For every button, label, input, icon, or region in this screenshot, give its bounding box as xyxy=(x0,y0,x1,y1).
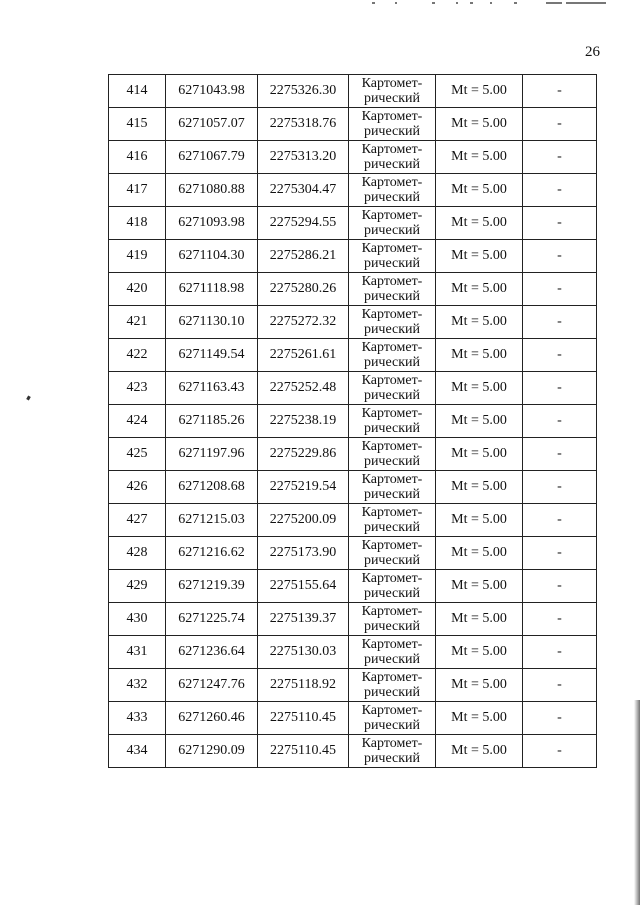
x-coordinate-cell: 6271185.26 xyxy=(166,405,258,438)
method-line-1: Картомет- xyxy=(361,703,423,718)
x-coordinate-cell: 6271208.68 xyxy=(166,471,258,504)
method-line-2: рический xyxy=(363,619,421,634)
y-coordinate-cell: 2275294.55 xyxy=(258,207,349,240)
point-number-cell: 425 xyxy=(109,438,166,471)
note-cell: - xyxy=(523,636,597,669)
y-coordinate-cell: 2275286.21 xyxy=(258,240,349,273)
table-row xyxy=(109,471,597,504)
method-line-1: Картомет- xyxy=(361,571,423,586)
accuracy-cell: Mt = 5.00 xyxy=(436,636,523,669)
y-coordinate-cell: 2275252.48 xyxy=(258,372,349,405)
y-coordinate-cell: 2275219.54 xyxy=(258,471,349,504)
table-row xyxy=(109,438,597,471)
point-number-cell: 429 xyxy=(109,570,166,603)
x-coordinate-cell: 6271080.88 xyxy=(166,174,258,207)
accuracy-cell: Mt = 5.00 xyxy=(436,504,523,537)
note-cell: - xyxy=(523,75,597,108)
point-number-cell: 422 xyxy=(109,339,166,372)
method-line-1: Картомет- xyxy=(361,175,423,190)
x-coordinate-cell: 6271163.43 xyxy=(166,372,258,405)
y-coordinate-cell: 2275118.92 xyxy=(258,669,349,702)
method-line-1: Картомет- xyxy=(361,373,423,388)
method-line-1: Картомет- xyxy=(361,274,423,289)
method-line-2: рический xyxy=(363,322,421,337)
method-cell xyxy=(349,108,436,141)
note-cell: - xyxy=(523,669,597,702)
accuracy-cell: Mt = 5.00 xyxy=(436,240,523,273)
note-cell: - xyxy=(523,603,597,636)
accuracy-cell: Mt = 5.00 xyxy=(436,207,523,240)
accuracy-cell: Mt = 5.00 xyxy=(436,735,523,768)
y-coordinate-cell: 2275110.45 xyxy=(258,702,349,735)
table-row xyxy=(109,570,597,603)
x-coordinate-cell: 6271236.64 xyxy=(166,636,258,669)
x-coordinate-cell: 6271043.98 xyxy=(166,75,258,108)
method-line-1: Картомет- xyxy=(361,241,423,256)
method-line-2: рический xyxy=(363,190,421,205)
table-row xyxy=(109,141,597,174)
method-line-2: рический xyxy=(363,91,421,106)
method-cell xyxy=(349,570,436,603)
y-coordinate-cell: 2275130.03 xyxy=(258,636,349,669)
y-coordinate-cell: 2275110.45 xyxy=(258,735,349,768)
method-cell xyxy=(349,405,436,438)
page-number: 26 xyxy=(585,44,600,60)
table-row xyxy=(109,405,597,438)
table-row xyxy=(109,174,597,207)
method-cell xyxy=(349,702,436,735)
method-cell xyxy=(349,603,436,636)
method-line-2: рический xyxy=(363,256,421,271)
scan-header-noise xyxy=(0,0,640,10)
accuracy-cell: Mt = 5.00 xyxy=(436,372,523,405)
accuracy-cell: Mt = 5.00 xyxy=(436,405,523,438)
method-line-1: Картомет- xyxy=(361,604,423,619)
table-row xyxy=(109,207,597,240)
table-row xyxy=(109,504,597,537)
point-number-cell: 432 xyxy=(109,669,166,702)
x-coordinate-cell: 6271057.07 xyxy=(166,108,258,141)
method-line-2: рический xyxy=(363,751,421,766)
table-row xyxy=(109,702,597,735)
note-cell: - xyxy=(523,306,597,339)
table-row xyxy=(109,636,597,669)
table-row xyxy=(109,339,597,372)
note-cell: - xyxy=(523,735,597,768)
y-coordinate-cell: 2275261.61 xyxy=(258,339,349,372)
x-coordinate-cell: 6271093.98 xyxy=(166,207,258,240)
accuracy-cell: Mt = 5.00 xyxy=(436,141,523,174)
note-cell: - xyxy=(523,141,597,174)
accuracy-cell: Mt = 5.00 xyxy=(436,174,523,207)
method-line-1: Картомет- xyxy=(361,340,423,355)
method-line-2: рический xyxy=(363,289,421,304)
method-line-2: рический xyxy=(363,157,421,172)
method-cell xyxy=(349,504,436,537)
method-line-1: Картомет- xyxy=(361,208,423,223)
y-coordinate-cell: 2275139.37 xyxy=(258,603,349,636)
point-number-cell: 430 xyxy=(109,603,166,636)
method-line-2: рический xyxy=(363,388,421,403)
accuracy-cell: Mt = 5.00 xyxy=(436,339,523,372)
method-line-2: рический xyxy=(363,487,421,502)
y-coordinate-cell: 2275155.64 xyxy=(258,570,349,603)
note-cell: - xyxy=(523,504,597,537)
method-cell xyxy=(349,174,436,207)
x-coordinate-cell: 6271118.98 xyxy=(166,273,258,306)
accuracy-cell: Mt = 5.00 xyxy=(436,273,523,306)
x-coordinate-cell: 6271130.10 xyxy=(166,306,258,339)
method-line-1: Картомет- xyxy=(361,142,423,157)
method-line-2: рический xyxy=(363,718,421,733)
accuracy-cell: Mt = 5.00 xyxy=(436,75,523,108)
method-cell xyxy=(349,471,436,504)
method-line-2: рический xyxy=(363,520,421,535)
method-line-1: Картомет- xyxy=(361,670,423,685)
note-cell: - xyxy=(523,570,597,603)
method-line-1: Картомет- xyxy=(361,307,423,322)
note-cell: - xyxy=(523,339,597,372)
table-row xyxy=(109,273,597,306)
coordinates-table xyxy=(108,74,597,768)
note-cell: - xyxy=(523,537,597,570)
point-number-cell: 419 xyxy=(109,240,166,273)
method-cell xyxy=(349,75,436,108)
method-cell xyxy=(349,273,436,306)
method-line-1: Картомет- xyxy=(361,439,423,454)
method-cell xyxy=(349,141,436,174)
point-number-cell: 420 xyxy=(109,273,166,306)
method-cell xyxy=(349,735,436,768)
accuracy-cell: Mt = 5.00 xyxy=(436,702,523,735)
table-row xyxy=(109,603,597,636)
method-line-1: Картомет- xyxy=(361,736,423,751)
accuracy-cell: Mt = 5.00 xyxy=(436,471,523,504)
point-number-cell: 423 xyxy=(109,372,166,405)
accuracy-cell: Mt = 5.00 xyxy=(436,570,523,603)
x-coordinate-cell: 6271067.79 xyxy=(166,141,258,174)
method-cell xyxy=(349,537,436,570)
method-line-2: рический xyxy=(363,652,421,667)
method-cell xyxy=(349,207,436,240)
table-row xyxy=(109,537,597,570)
coordinates-table-body xyxy=(109,75,597,768)
method-line-1: Картомет- xyxy=(361,505,423,520)
x-coordinate-cell: 6271197.96 xyxy=(166,438,258,471)
note-cell: - xyxy=(523,438,597,471)
y-coordinate-cell: 2275318.76 xyxy=(258,108,349,141)
y-coordinate-cell: 2275326.30 xyxy=(258,75,349,108)
y-coordinate-cell: 2275238.19 xyxy=(258,405,349,438)
table-row xyxy=(109,372,597,405)
point-number-cell: 421 xyxy=(109,306,166,339)
x-coordinate-cell: 6271260.46 xyxy=(166,702,258,735)
method-line-1: Картомет- xyxy=(361,538,423,553)
point-number-cell: 416 xyxy=(109,141,166,174)
point-number-cell: 415 xyxy=(109,108,166,141)
point-number-cell: 427 xyxy=(109,504,166,537)
method-line-2: рический xyxy=(363,223,421,238)
y-coordinate-cell: 2275200.09 xyxy=(258,504,349,537)
note-cell: - xyxy=(523,174,597,207)
method-line-2: рический xyxy=(363,553,421,568)
method-cell xyxy=(349,636,436,669)
note-cell: - xyxy=(523,207,597,240)
point-number-cell: 431 xyxy=(109,636,166,669)
note-cell: - xyxy=(523,273,597,306)
method-cell xyxy=(349,306,436,339)
method-line-1: Картомет- xyxy=(361,472,423,487)
point-number-cell: 434 xyxy=(109,735,166,768)
table-row xyxy=(109,669,597,702)
accuracy-cell: Mt = 5.00 xyxy=(436,438,523,471)
x-coordinate-cell: 6271104.30 xyxy=(166,240,258,273)
method-line-1: Картомет- xyxy=(361,406,423,421)
point-number-cell: 426 xyxy=(109,471,166,504)
point-number-cell: 414 xyxy=(109,75,166,108)
y-coordinate-cell: 2275304.47 xyxy=(258,174,349,207)
y-coordinate-cell: 2275229.86 xyxy=(258,438,349,471)
x-coordinate-cell: 6271247.76 xyxy=(166,669,258,702)
table-row xyxy=(109,306,597,339)
table-row xyxy=(109,75,597,108)
method-line-1: Картомет- xyxy=(361,637,423,652)
method-line-2: рический xyxy=(363,454,421,469)
accuracy-cell: Mt = 5.00 xyxy=(436,537,523,570)
point-number-cell: 433 xyxy=(109,702,166,735)
method-line-2: рический xyxy=(363,586,421,601)
x-coordinate-cell: 6271219.39 xyxy=(166,570,258,603)
point-number-cell: 424 xyxy=(109,405,166,438)
note-cell: - xyxy=(523,240,597,273)
method-line-2: рический xyxy=(363,421,421,436)
accuracy-cell: Mt = 5.00 xyxy=(436,669,523,702)
y-coordinate-cell: 2275173.90 xyxy=(258,537,349,570)
table-row xyxy=(109,735,597,768)
accuracy-cell: Mt = 5.00 xyxy=(436,108,523,141)
accuracy-cell: Mt = 5.00 xyxy=(436,306,523,339)
x-coordinate-cell: 6271216.62 xyxy=(166,537,258,570)
point-number-cell: 417 xyxy=(109,174,166,207)
x-coordinate-cell: 6271149.54 xyxy=(166,339,258,372)
note-cell: - xyxy=(523,108,597,141)
point-number-cell: 428 xyxy=(109,537,166,570)
accuracy-cell: Mt = 5.00 xyxy=(436,603,523,636)
note-cell: - xyxy=(523,372,597,405)
x-coordinate-cell: 6271215.03 xyxy=(166,504,258,537)
method-line-1: Картомет- xyxy=(361,76,423,91)
method-line-2: рический xyxy=(363,685,421,700)
table-row xyxy=(109,240,597,273)
note-cell: - xyxy=(523,405,597,438)
method-cell xyxy=(349,339,436,372)
method-cell xyxy=(349,669,436,702)
x-coordinate-cell: 6271225.74 xyxy=(166,603,258,636)
y-coordinate-cell: 2275280.26 xyxy=(258,273,349,306)
y-coordinate-cell: 2275272.32 xyxy=(258,306,349,339)
method-line-2: рический xyxy=(363,124,421,139)
method-line-2: рический xyxy=(363,355,421,370)
method-cell xyxy=(349,438,436,471)
scan-mark xyxy=(26,396,31,401)
y-coordinate-cell: 2275313.20 xyxy=(258,141,349,174)
x-coordinate-cell: 6271290.09 xyxy=(166,735,258,768)
method-line-1: Картомет- xyxy=(361,109,423,124)
note-cell: - xyxy=(523,702,597,735)
method-cell xyxy=(349,372,436,405)
note-cell: - xyxy=(523,471,597,504)
method-cell xyxy=(349,240,436,273)
scan-edge-shadow xyxy=(634,700,640,905)
point-number-cell: 418 xyxy=(109,207,166,240)
table-row xyxy=(109,108,597,141)
